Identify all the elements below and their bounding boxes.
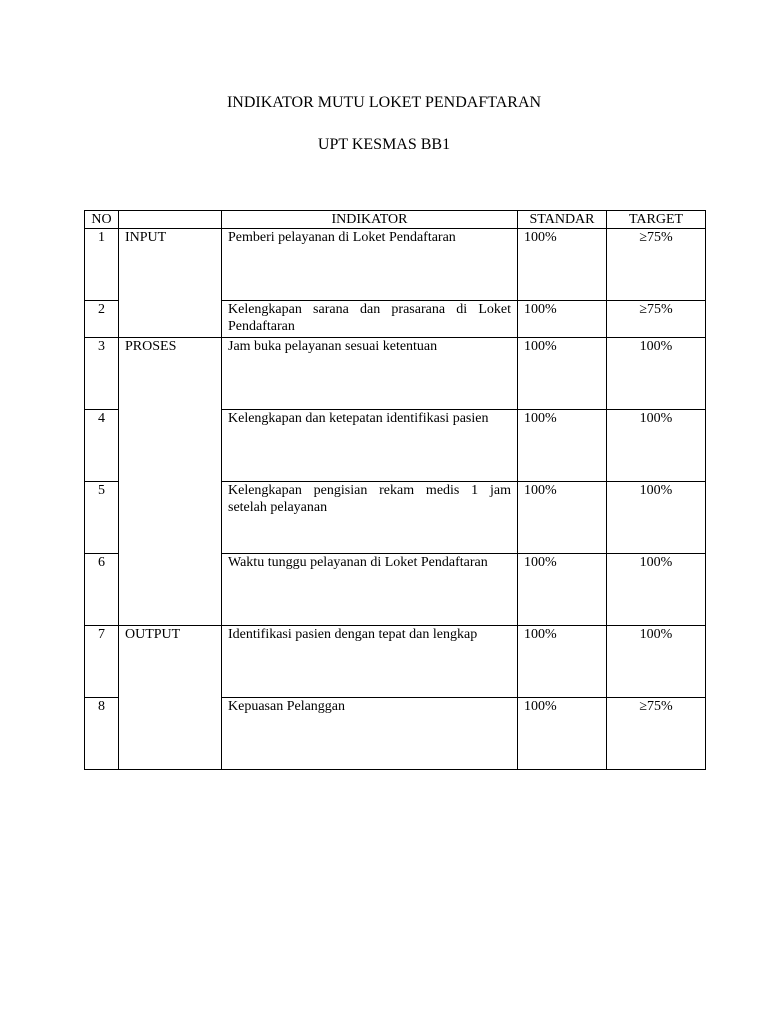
table-row — [85, 338, 706, 410]
row-standar: 100% — [518, 301, 607, 338]
row-standar: 100% — [518, 229, 607, 301]
table-header-row — [85, 211, 706, 229]
row-no: 6 — [85, 554, 119, 626]
row-standar: 100% — [518, 698, 607, 770]
header-target: TARGET — [607, 211, 706, 229]
document-title: INDIKATOR MUTU LOKET PENDAFTARAN — [226, 94, 542, 111]
header-group — [119, 211, 222, 229]
row-indikator: Kelengkapan dan ketepatan identifikasi pasien — [222, 410, 518, 482]
row-target: ≥75% — [607, 698, 706, 770]
row-no: 2 — [85, 301, 119, 338]
row-indikator: Jam buka pelayanan sesuai ketentuan — [222, 338, 518, 410]
row-no: 8 — [85, 698, 119, 770]
indicator-table — [84, 210, 706, 770]
header-standar: STANDAR — [518, 211, 607, 229]
header-indikator: INDIKATOR — [222, 211, 518, 229]
header-no: NO — [85, 211, 119, 229]
row-target: ≥75% — [607, 229, 706, 301]
group-output: OUTPUT — [119, 626, 222, 770]
row-target: ≥75% — [607, 301, 706, 338]
row-target: 100% — [607, 338, 706, 410]
row-indikator: Identifikasi pasien dengan tepat dan lengkap — [222, 626, 518, 698]
row-standar: 100% — [518, 482, 607, 554]
row-standar: 100% — [518, 554, 607, 626]
row-indikator: Waktu tunggu pelayanan di Loket Pendaftaran — [222, 554, 518, 626]
row-indikator: Pemberi pelayanan di Loket Pendaftaran — [222, 229, 518, 301]
group-input: INPUT — [119, 229, 222, 338]
row-indikator: Kepuasan Pelanggan — [222, 698, 518, 770]
group-proses: PROSES — [119, 338, 222, 626]
row-standar: 100% — [518, 338, 607, 410]
row-standar: 100% — [518, 410, 607, 482]
row-indikator: Kelengkapan sarana dan prasarana di Loket Pendaftaran — [222, 301, 518, 338]
row-target: 100% — [607, 482, 706, 554]
row-indikator: Kelengkapan pengisian rekam medis 1 jam setelah pelayanan — [222, 482, 518, 554]
row-no: 3 — [85, 338, 119, 410]
row-standar: 100% — [518, 626, 607, 698]
row-target: 100% — [607, 554, 706, 626]
row-no: 7 — [85, 626, 119, 698]
row-target: 100% — [607, 410, 706, 482]
table-row — [85, 626, 706, 698]
row-no: 4 — [85, 410, 119, 482]
document-subtitle: UPT KESMAS BB1 — [317, 136, 451, 153]
row-no: 5 — [85, 482, 119, 554]
table-row — [85, 229, 706, 301]
row-target: 100% — [607, 626, 706, 698]
row-no: 1 — [85, 229, 119, 301]
